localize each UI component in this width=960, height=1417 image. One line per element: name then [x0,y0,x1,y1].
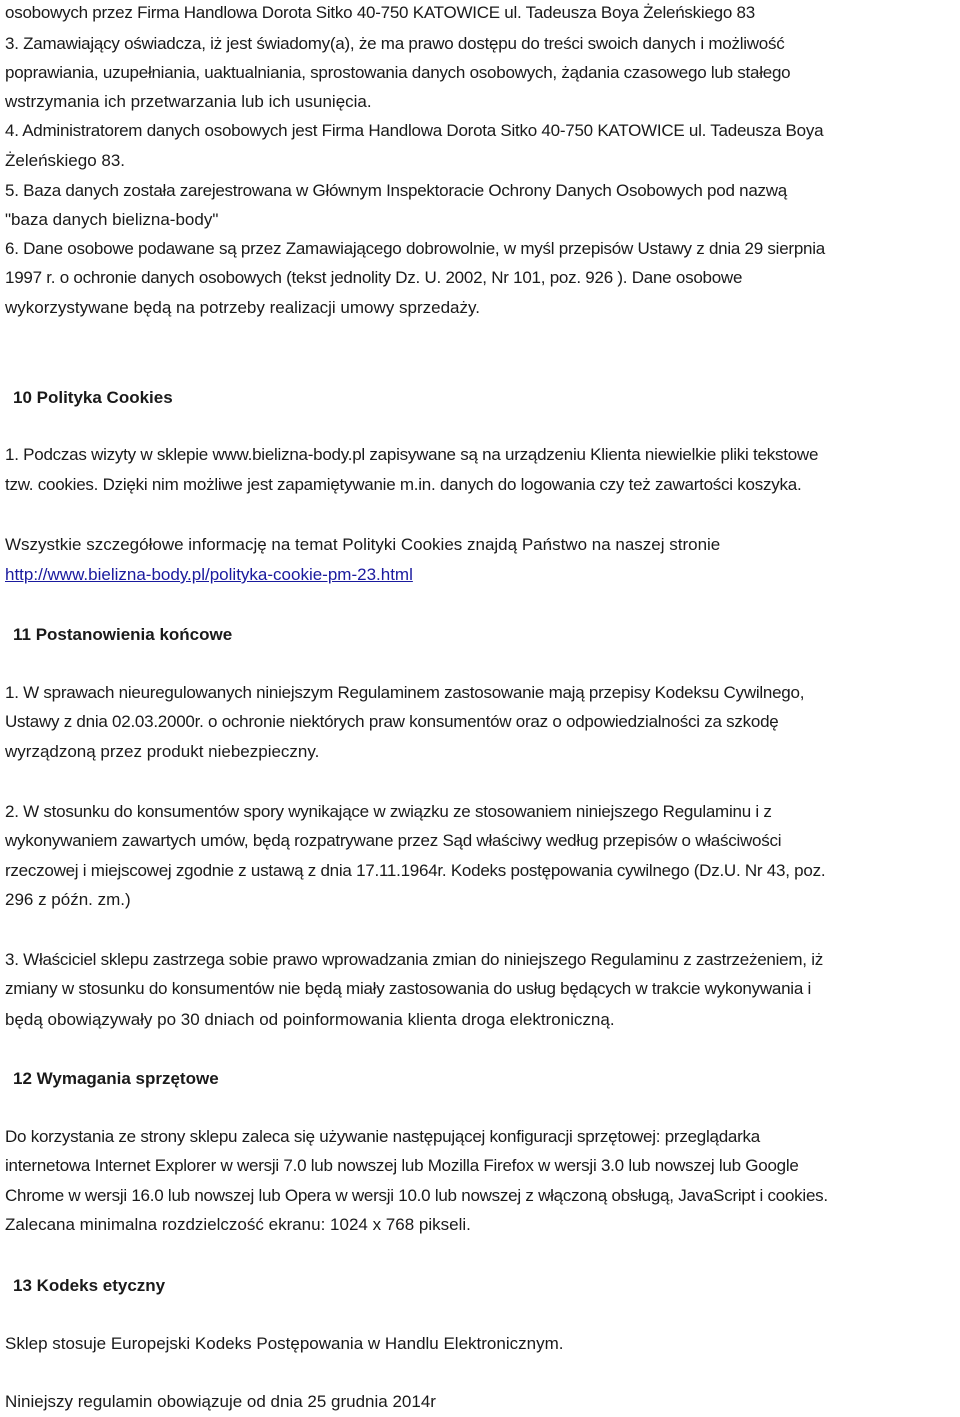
section-heading-label: 11 Postanowienia końcowe [13,625,233,644]
paragraph-line: zmiany w stosunku do konsumentów nie będą miały zastosowania do usług będących w trakcie wykonywania i [5,979,812,998]
paragraph-line: "baza danych bielizna-body" [5,210,219,229]
paragraph-line: Zalecana minimalna rozdzielczość ekranu: 1024 x 768 pikseli. [5,1215,471,1234]
paragraph-line: 1997 r. o ochronie danych osobowych (tekst jednolity Dz. U. 2002, Nr 101, poz. 926 ). Dane osobowe [5,268,743,287]
paragraph-line: 1. Podczas wizyty w sklepie www.bielizna-body.pl zapisywane są na urządzeniu Klienta niewielkie pliki tekstowe [5,445,819,464]
paragraph-line: poprawiania, uzupełniania, uaktualniania, sprostowania danych osobowych, żądania czasowego lub stałego [5,63,791,82]
paragraph-line: wyrządzoną przez produkt niebezpieczny. [5,742,320,761]
paragraph-line: Chrome w wersji 16.0 lub nowszej lub Opera w wersji 10.0 lub nowszej z włączoną obsługą, JavaScript i cookies. [5,1186,828,1205]
paragraph-line: 4. Administratorem danych osobowych jest Firma Handlowa Dorota Sitko 40-750 KATOWICE ul. Tadeusza Boya [5,121,824,140]
section-heading-cookies [5,386,173,409]
section-heading-hardware-requirements [5,1067,219,1090]
paragraph-line: Ustawy z dnia 02.03.2000r. o ochronie niektórych praw konsumentów oraz o odpowiedzialności za szkodę [5,712,779,731]
paragraph-line: rzeczowej i miejscowej zgodnie z ustawą z dnia 17.11.1964r. Kodeks postępowania cywilnego (Dz.U. Nr 43, poz. [5,861,826,880]
section-heading-code-of-ethics [5,1274,165,1297]
section-heading-label: 12 Wymagania sprzętowe [13,1069,219,1088]
section-heading-label: 13 Kodeks etyczny [13,1276,166,1295]
paragraph-line: 5. Baza danych została zarejestrowana w Głównym Inspektoracie Ochrony Danych Osobowych pod nazwą [5,181,788,200]
paragraph-line: 3. Właściciel sklepu zastrzega sobie prawo wprowadzania zmian do niniejszego Regulaminu z zastrzeżeniem, iż [5,950,823,969]
paragraph-line: 296 z późn. zm.) [5,890,131,909]
cookie-policy-link-line [5,564,413,586]
paragraph-line: wykonywaniem zawartych umów, będą rozpatrywane przez Sąd właściwy według przepisów o właściwości [5,831,782,850]
section-heading-label: 10 Polityka Cookies [13,388,173,407]
paragraph-line: 6. Dane osobowe podawane są przez Zamawiającego dobrowolnie, w myśl przepisów Ustawy z dnia 29 sierpnia [5,239,825,258]
paragraph-line: osobowych przez Firma Handlowa Dorota Sitko 40-750 KATOWICE ul. Tadeusza Boya Żeleńskiego 83 [5,3,755,22]
paragraph-line: internetowa Internet Explorer w wersji 7.0 lub nowszej lub Mozilla Firefox w wersji 3.0 lub nowszej lub Google [5,1156,799,1175]
paragraph-line: Sklep stosuje Europejski Kodeks Postępowania w Handlu Elektronicznym. [5,1334,564,1353]
cookie-policy-link[interactable]: http://www.bielizna-body.pl/polityka-cookie-pm-23.html [5,565,413,584]
paragraph-line: wykorzystywane będą na potrzeby realizacji umowy sprzedaży. [5,298,480,317]
section-heading-final-provisions [5,623,232,646]
paragraph-line: Wszystkie szczegółowe informację na temat Polityki Cookies znajdą Państwo na naszej stronie [5,535,721,554]
paragraph-line: Żeleńskiego 83. [5,151,126,170]
effective-date-line: Niniejszy regulamin obowiązuje od dnia 25 grudnia 2014r [5,1392,436,1411]
paragraph-line: będą obowiązywały po 30 dniach od poinformowania klienta droga elektroniczną. [5,1010,615,1029]
paragraph-line: 2. W stosunku do konsumentów spory wynikające w związku ze stosowaniem niniejszego Regulaminu i z [5,802,772,821]
paragraph-line: Do korzystania ze strony sklepu zaleca się używanie następującej konfiguracji sprzętowej: przeglądarka [5,1127,761,1146]
paragraph-line: tzw. cookies. Dzięki nim możliwe jest zapamiętywanie m.in. danych do logowania czy też zawartości koszyka. [5,475,802,494]
paragraph-line: wstrzymania ich przetwarzania lub ich usunięcia. [5,92,372,111]
paragraph-line: 3. Zamawiający oświadcza, iż jest świadomy(a), że ma prawo dostępu do treści swoich danych i możliwość [5,34,785,53]
paragraph-line: 1. W sprawach nieuregulowanych niniejszym Regulaminem zastosowanie mają przepisy Kodeksu Cywilnego, [5,683,805,702]
